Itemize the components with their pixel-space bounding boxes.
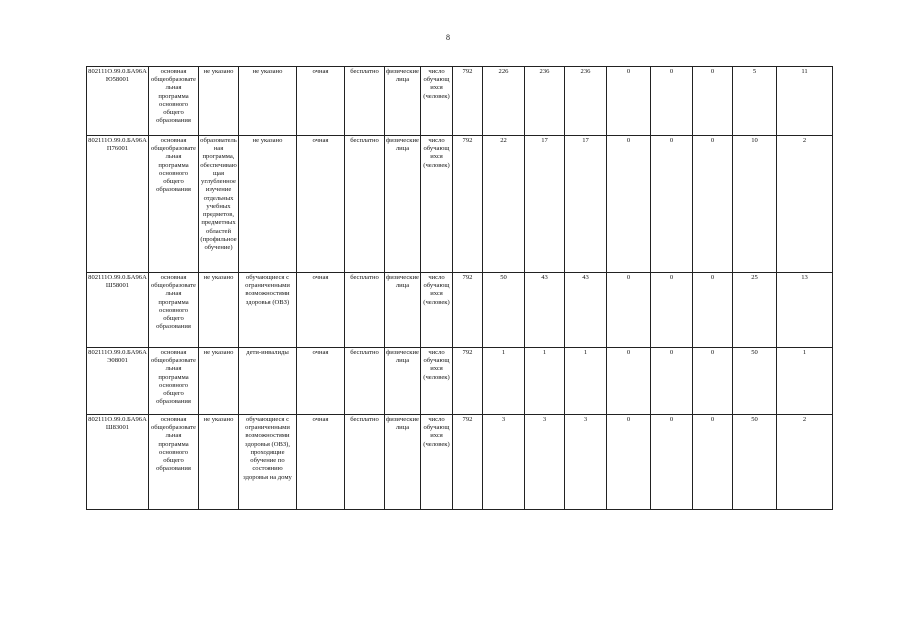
deviation-cell: 25 [733, 273, 777, 348]
okei-code-cell: 792 [453, 273, 483, 348]
okei-code-cell: 792 [453, 136, 483, 273]
registry-number-cell: 802111О.99.0.БА96АШ83001 [87, 415, 149, 510]
form-cell: очная [297, 415, 345, 510]
value-cell: 1 [565, 348, 607, 415]
value-cell: 0 [607, 273, 651, 348]
program-type-cell: образовательная программа, обеспечивающая углубленное изучение отдельных учебных предметов, предметных областей (профильное обучение) [199, 136, 239, 273]
value-cell: 236 [565, 67, 607, 136]
program-type-cell: не указано [199, 415, 239, 510]
student-category-cell: дети-инвалиды [239, 348, 297, 415]
deviation-cell: 10 [733, 136, 777, 273]
deviation-cell: 50 [733, 348, 777, 415]
program-cell: основная общеобразовательная программа основного общего образования [149, 273, 199, 348]
value-cell: 22 [483, 136, 525, 273]
table-row [87, 273, 833, 348]
deviation-cell: 11 [777, 67, 833, 136]
form-cell: очная [297, 67, 345, 136]
payment-cell: бесплатно [345, 348, 385, 415]
indicator-cell: число обучающихся (человек) [421, 136, 453, 273]
student-category-cell: обучающиеся с ограниченными возможностями здоровья (ОВЗ), проходящие обучение по состоянию здоровья на дому [239, 415, 297, 510]
form-cell: очная [297, 136, 345, 273]
value-cell: 0 [607, 67, 651, 136]
student-category-cell: не указано [239, 67, 297, 136]
payment-cell: бесплатно [345, 67, 385, 136]
value-cell: 3 [525, 415, 565, 510]
deviation-cell: 50 [733, 415, 777, 510]
value-cell: 0 [651, 348, 693, 415]
table-row [87, 348, 833, 415]
value-cell: 43 [565, 273, 607, 348]
registry-number-cell: 802111О.99.0.БА96АП76001 [87, 136, 149, 273]
payment-cell: бесплатно [345, 136, 385, 273]
value-cell: 50 [483, 273, 525, 348]
indicator-cell: число обучающихся (человек) [421, 67, 453, 136]
value-cell: 0 [651, 136, 693, 273]
consumer-cell: физические лица [385, 415, 421, 510]
value-cell: 0 [607, 415, 651, 510]
deviation-cell: 5 [733, 67, 777, 136]
consumer-cell: физические лица [385, 348, 421, 415]
consumer-cell: физические лица [385, 273, 421, 348]
form-cell: очная [297, 348, 345, 415]
value-cell: 0 [693, 348, 733, 415]
value-cell: 1 [525, 348, 565, 415]
program-type-cell: не указано [199, 67, 239, 136]
registry-number-cell: 802111О.99.0.БА96АЮ58001 [87, 67, 149, 136]
value-cell: 17 [565, 136, 607, 273]
table-row [87, 415, 833, 510]
payment-cell: бесплатно [345, 415, 385, 510]
deviation-cell: 2 [777, 136, 833, 273]
value-cell: 0 [651, 273, 693, 348]
value-cell: 0 [651, 415, 693, 510]
value-cell: 0 [607, 348, 651, 415]
value-cell: 0 [693, 136, 733, 273]
value-cell: 0 [651, 67, 693, 136]
okei-code-cell: 792 [453, 348, 483, 415]
value-cell: 3 [483, 415, 525, 510]
services-table [86, 66, 833, 510]
payment-cell: бесплатно [345, 273, 385, 348]
student-category-cell: обучающиеся с ограниченными возможностями здоровья (ОВЗ) [239, 273, 297, 348]
value-cell: 0 [693, 415, 733, 510]
program-type-cell: не указано [199, 273, 239, 348]
indicator-cell: число обучающихся (человек) [421, 273, 453, 348]
indicator-cell: число обучающихся (человек) [421, 415, 453, 510]
program-cell: основная общеобразовательная программа основного общего образования [149, 136, 199, 273]
value-cell: 17 [525, 136, 565, 273]
page-number: 8 [446, 33, 450, 42]
okei-code-cell: 792 [453, 415, 483, 510]
table-row [87, 67, 833, 136]
indicator-cell: число обучающихся (человек) [421, 348, 453, 415]
student-category-cell: не указано [239, 136, 297, 273]
program-cell: основная общеобразовательная программа основного общего образования [149, 415, 199, 510]
deviation-cell: 1 [777, 348, 833, 415]
consumer-cell: физические лица [385, 67, 421, 136]
value-cell: 3 [565, 415, 607, 510]
table-row [87, 136, 833, 273]
value-cell: 1 [483, 348, 525, 415]
value-cell: 236 [525, 67, 565, 136]
deviation-cell: 13 [777, 273, 833, 348]
program-type-cell: не указано [199, 348, 239, 415]
consumer-cell: физические лица [385, 136, 421, 273]
program-cell: основная общеобразовательная программа основного общего образования [149, 67, 199, 136]
form-cell: очная [297, 273, 345, 348]
value-cell: 43 [525, 273, 565, 348]
value-cell: 226 [483, 67, 525, 136]
value-cell: 0 [607, 136, 651, 273]
value-cell: 0 [693, 67, 733, 136]
deviation-cell: 2 [777, 415, 833, 510]
program-cell: основная общеобразовательная программа основного общего образования [149, 348, 199, 415]
value-cell: 0 [693, 273, 733, 348]
registry-number-cell: 802111О.99.0.БА96АЭ08001 [87, 348, 149, 415]
okei-code-cell: 792 [453, 67, 483, 136]
registry-number-cell: 802111О.99.0.БА96АШ58001 [87, 273, 149, 348]
